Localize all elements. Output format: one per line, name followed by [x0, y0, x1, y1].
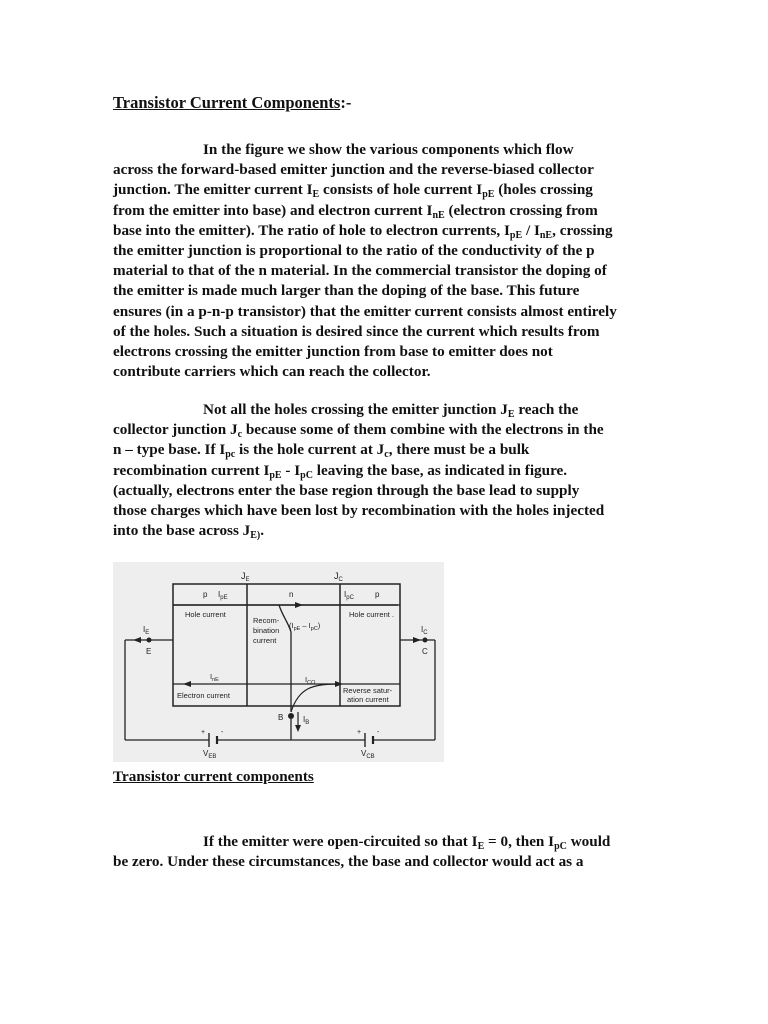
svg-text:IpC: $I_{pC}$: [344, 590, 354, 601]
svg-text:+: +: [357, 729, 362, 736]
svg-text:JE: $J_E$: [241, 571, 250, 583]
svg-text:IC: $I_C$: [421, 625, 428, 636]
paragraph-open-circuit: If the emitter were open-circuited so that $I_E = 0$, then $I_{pC}$ would be zero. Under these circumstances, the base and collector would act as a: [113, 833, 611, 871]
svg-text:IE: $I_E$: [143, 625, 150, 636]
svg-text:ICO: $I_{CO}$: [305, 675, 316, 686]
heading-suffix: :-: [340, 93, 352, 112]
svg-text:Recom-: Recom-: [253, 616, 280, 625]
transistor-current-diagram: [113, 562, 444, 762]
section-heading: [113, 93, 351, 113]
svg-text:current: current: [253, 636, 277, 645]
svg-text:Hole current: Hole current: [185, 610, 226, 619]
svg-text:Reverse satur-: Reverse satur-: [343, 686, 393, 695]
svg-text:C: C: [422, 647, 428, 656]
svg-text:-: -: [377, 729, 380, 736]
figure-caption: Transistor current components: [113, 768, 314, 785]
svg-text:-: -: [221, 729, 224, 736]
svg-text:Hole current .: Hole current .: [349, 610, 395, 619]
svg-text:B: B: [278, 713, 284, 722]
svg-text:JC: $J_C$: [334, 571, 343, 583]
svg-text:p: p: [375, 590, 380, 599]
svg-text:n: n: [289, 590, 294, 599]
svg-text:+: +: [201, 729, 206, 736]
svg-text:VEB: $V_{EB}$: [203, 749, 217, 760]
paragraph-recombination: Not all the holes crossing the emitter junction $J_E$ reach the collector junction $J_c$ because some of them combine with the electrons in the n – type base. If $I_{pc}$ is the hole current at $J_c$, there must be a bulk recombination current $I_{pE} - I_{pC}$ leaving the base, as indicated in figure. (actually, electrons enter the base region through the base lead to supply those charges which have been lost by recombination with the holes injected into the base across $J_{E)}$.: [113, 401, 605, 542]
paragraph-emitter-current: In the figure we show the various components which flow across the forward-based emitter junction and the reverse-biased collector junction. The emitter current $I_E$ consists of hole current $I_{pE}$ (holes crossing from the emitter into base) and electron current $I_{nE}$ (electron crossing from base into the emitter). The ratio of hole to electron currents, $I_{pE} / I_{nE}$, crossing the emitter junction is proportional to the ratio of the conductivity of the p material to that of the n material. In the commercial transistor the doping of the emitter is made much larger than the doping of the base. This future ensures (in a p-n-p transistor) that the emitter current consists almost entirely of the holes. Such a situation is desired since the current which results from electrons crossing the emitter junction from base to emitter does not contribute carriers which can reach the collector.: [113, 141, 617, 381]
svg-text:(IpE – IpC): $(I_{pE} - I_{pC})$: [289, 621, 321, 632]
svg-text:VCB: $V_{CB}$: [361, 749, 375, 760]
svg-text:E: E: [146, 647, 152, 656]
svg-text:p: p: [203, 590, 208, 599]
svg-text:Electron current: Electron current: [177, 691, 230, 700]
svg-text:IB: $I_B$: [303, 715, 310, 726]
svg-text:bination: bination: [253, 626, 280, 635]
svg-text:ation current: ation current: [347, 695, 389, 704]
heading-text: Transistor Current Components: [113, 93, 341, 112]
svg-text:IpE: $I_{pE}$: [218, 590, 228, 601]
svg-text:InE: $I_{nE}$: [210, 672, 219, 683]
